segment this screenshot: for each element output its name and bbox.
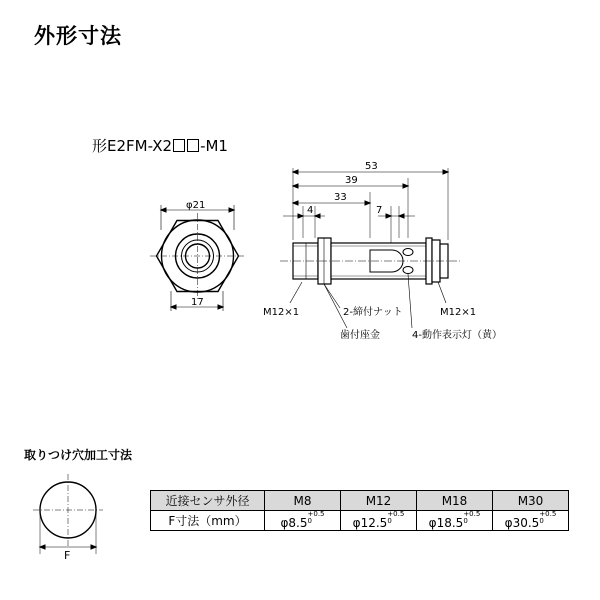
dim-overall-label: 53	[365, 161, 378, 172]
side-view-drawing	[250, 160, 502, 345]
table-cell: φ18.5 $^{+0.5 0}$	[417, 511, 493, 531]
lock-nuts-callout: 2-締付ナット	[343, 307, 403, 318]
mounting-title: 取りつけ穴加工寸法	[24, 448, 133, 462]
dim-body-label: 39	[345, 175, 358, 186]
table-header-row	[151, 491, 569, 511]
table-row	[151, 511, 569, 531]
width-label: 17	[191, 297, 204, 308]
front-view-drawing	[150, 195, 250, 325]
table-cell: φ8.5 $^{+0.5 0}$	[265, 511, 341, 531]
placeholder-box	[187, 139, 199, 152]
washer-callout: 歯付座金	[340, 330, 380, 341]
table-header-cell: M30	[493, 491, 569, 511]
model-label	[92, 135, 228, 156]
dim-indicator-label: 7	[376, 205, 383, 216]
mounting-hole-drawing	[25, 470, 115, 560]
thread-left-callout: M12×1	[263, 307, 300, 318]
table-header-cell: M18	[417, 491, 493, 511]
table-row-label: F寸法（mm）	[151, 511, 265, 531]
dim-thread-label: 33	[334, 192, 347, 203]
table-cell: φ30.5 $^{+0.5 0}$	[493, 511, 569, 531]
mounting-size-table	[150, 490, 569, 531]
table-header-cell: M8	[265, 491, 341, 511]
table-header-cell: M12	[341, 491, 417, 511]
table-header-label: 近接センサ外径	[151, 491, 265, 511]
indicator-lamps-callout: 4-動作表示灯（黄）	[412, 330, 502, 341]
diameter-label: φ21	[186, 200, 206, 211]
placeholder-box	[173, 139, 185, 152]
table-cell: φ12.5 $^{+0.5 0}$	[341, 511, 417, 531]
model-suffix: -M1	[200, 137, 228, 155]
hole-dimension-label: F	[64, 549, 71, 562]
thread-right-callout: M12×1	[440, 307, 477, 318]
dim-nut-label: 4	[307, 205, 314, 216]
model-prefix: 形E2FM-X2	[92, 137, 173, 155]
page-title: 外形寸法	[34, 24, 122, 48]
